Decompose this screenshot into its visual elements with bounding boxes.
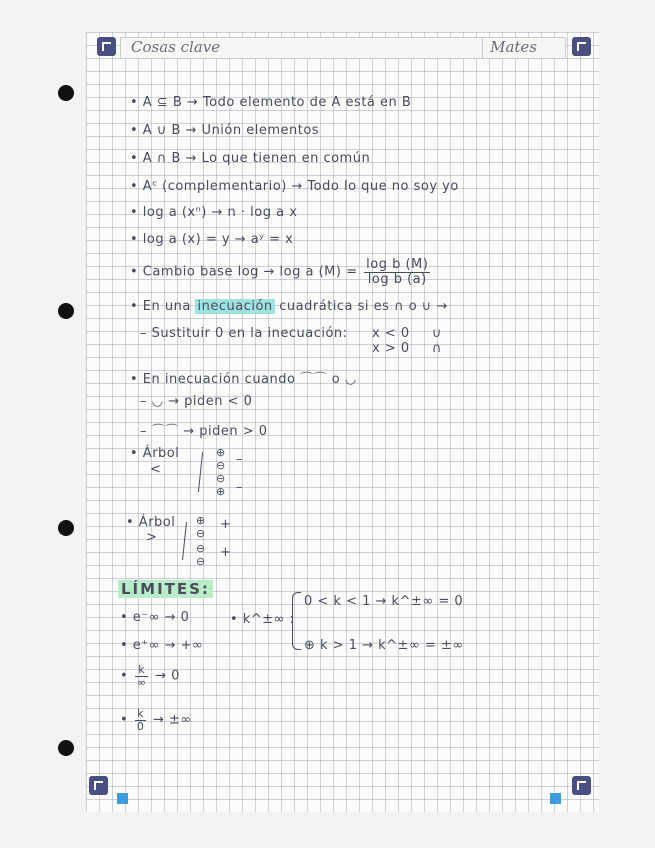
bullet: • xyxy=(120,712,129,728)
case-greater: x > 0 xyxy=(372,341,410,356)
tree-label: • Árbol xyxy=(130,446,180,461)
case-less: x < 0 xyxy=(372,326,410,341)
fraction-numerator: k xyxy=(135,708,147,721)
corner-mark-icon xyxy=(97,37,116,56)
minus-node: ⊖ xyxy=(216,459,226,472)
limit-e-pos: • e⁺∞ → +∞ xyxy=(120,638,204,653)
minus-node: ⊖ xyxy=(196,527,206,540)
note-log-definition: • log a (x) = y → aʸ = x xyxy=(130,232,294,247)
note-log-change-base xyxy=(130,258,432,286)
tree-result: + xyxy=(220,517,232,532)
note-complement: • Aᶜ (complementario) → Todo lo que no soy yo xyxy=(130,179,459,194)
tree-sign: < xyxy=(150,462,162,477)
corner-mark-icon xyxy=(572,776,591,795)
tree-result: + xyxy=(220,545,232,560)
highlighted-word: inecuación xyxy=(197,299,273,314)
note-cases-intro: • En inecuación cuando ⌒⌒ o ◡ xyxy=(130,372,357,387)
corner-mark-icon xyxy=(89,776,108,795)
change-base-fraction xyxy=(364,258,430,286)
tree-sign: > xyxy=(146,530,158,545)
limit-k-over-zero xyxy=(120,708,192,732)
change-base-text: • Cambio base log → log a (M) = xyxy=(130,264,358,280)
plus-node: ⊕ xyxy=(196,514,206,527)
fraction-denominator: 0 xyxy=(136,719,145,733)
cases-brace xyxy=(292,592,301,650)
page-title: Cosas clave xyxy=(131,38,221,56)
blue-marker-icon xyxy=(550,793,561,804)
binder-hole xyxy=(58,85,74,101)
minus-node: ⊖ xyxy=(196,555,206,568)
note-case-b: – ⌒⌒ → piden > 0 xyxy=(140,424,268,439)
limit-k-over-inf xyxy=(120,664,180,688)
note-intersection: • A ∩ B → Lo que tienen en común xyxy=(130,151,371,166)
note-log-power: • log a (xⁿ) → n · log a x xyxy=(130,205,298,220)
tree-result: – xyxy=(236,480,243,495)
tree-node xyxy=(196,542,205,568)
limit-result: → 0 xyxy=(155,668,180,684)
inequation-suffix: cuadrática si es ∩ o ∪ → xyxy=(279,299,448,314)
k-over-zero-fraction xyxy=(135,708,147,732)
binder-hole xyxy=(58,303,74,319)
tree-result: – xyxy=(236,452,243,467)
binder-hole xyxy=(58,520,74,536)
tree-node xyxy=(216,472,225,498)
limit-e-neg: • e⁻∞ → 0 xyxy=(120,610,190,625)
tree-node xyxy=(216,446,225,472)
note-case-a: – ◡ → piden < 0 xyxy=(140,394,253,409)
symbol-cup: ∪ xyxy=(432,326,443,341)
note-union: • A ∪ B → Unión elementos xyxy=(130,123,320,138)
k-over-inf-fraction xyxy=(135,664,149,688)
binder-hole xyxy=(58,740,74,756)
subject-label: Mates xyxy=(490,38,537,56)
fraction-denominator: ∞ xyxy=(136,675,147,689)
symbol-cap: ∩ xyxy=(432,341,443,356)
header-bar xyxy=(120,37,566,59)
tree-label: • Árbol xyxy=(126,515,176,530)
note-substitute: – Sustituir 0 en la inecuación: xyxy=(140,326,348,341)
limit-case-a: 0 < k < 1 → k^±∞ = 0 xyxy=(304,594,464,609)
plus-node: ⊕ xyxy=(216,485,226,498)
limit-k-inf: • k^±∞ : xyxy=(230,612,295,627)
minus-node: ⊖ xyxy=(196,542,206,555)
plus-node: ⊕ xyxy=(216,446,226,459)
fraction-numerator: k xyxy=(135,664,149,677)
corner-mark-icon xyxy=(572,37,591,56)
header-divider xyxy=(482,38,483,58)
limits-title: LÍMITES: xyxy=(118,580,213,598)
note-subset: • A ⊆ B → Todo elemento de A está en B xyxy=(130,95,412,110)
fraction-denominator: log b (a) xyxy=(367,271,427,287)
blue-marker-icon xyxy=(117,793,128,804)
limit-case-b: ⊕ k > 1 → k^±∞ = ±∞ xyxy=(304,638,464,653)
tree-node xyxy=(196,514,205,540)
fraction-numerator: log b (M) xyxy=(366,257,429,272)
inequation-prefix: • En una xyxy=(130,299,191,314)
note-inequation xyxy=(130,299,448,314)
minus-node: ⊖ xyxy=(216,472,226,485)
limit-result: → ±∞ xyxy=(152,712,192,728)
bullet: • xyxy=(120,668,129,684)
